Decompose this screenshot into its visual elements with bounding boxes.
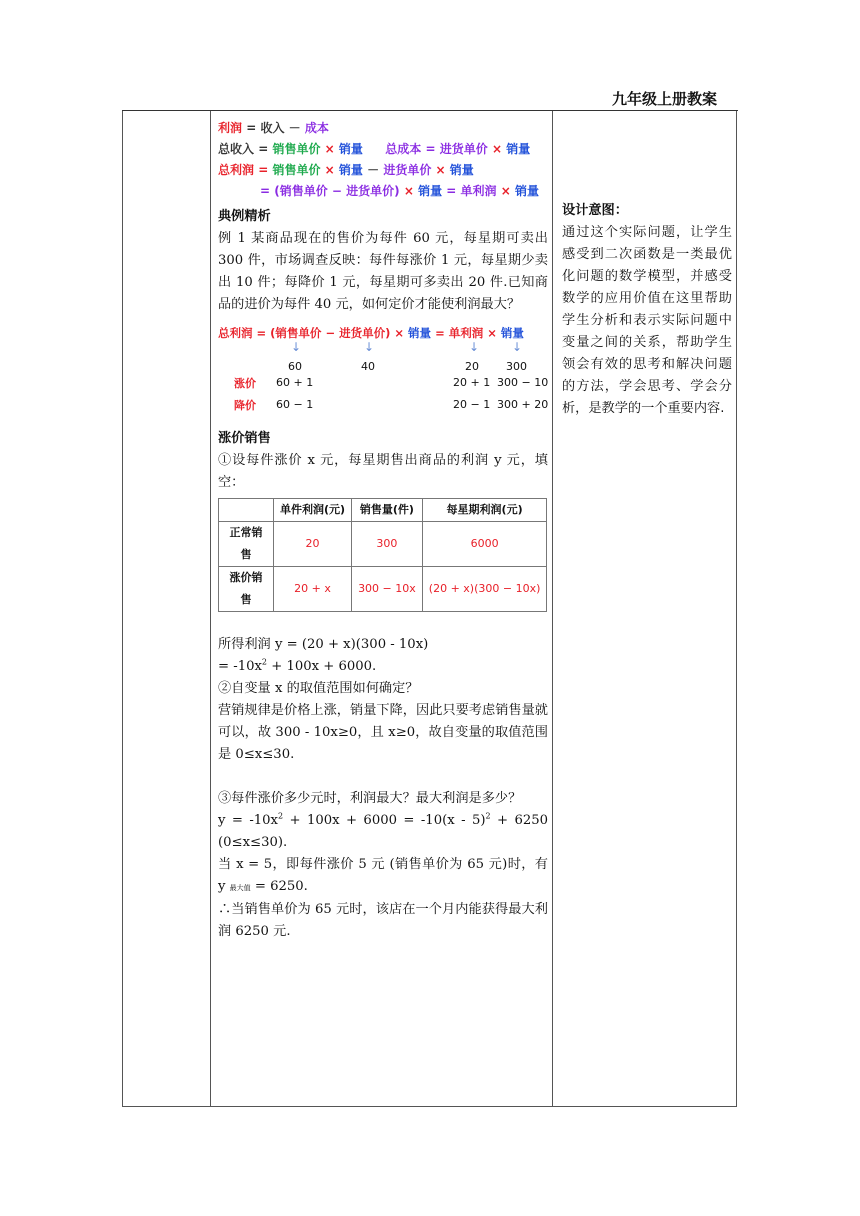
solution-line-3 — [218, 810, 548, 854]
table-row — [219, 522, 547, 567]
formula-term: 进货单价 — [439, 142, 488, 156]
table-cell: 20 + x — [274, 567, 352, 612]
column-divider-left — [210, 111, 211, 1107]
formula-term: 销量 — [449, 163, 474, 177]
profit-diagram — [218, 322, 548, 422]
formula-term: 利润 — [218, 121, 243, 135]
conclusion: ∴当销售单价为 65 元时，该店在一个月内能获得最大利润 6250 元. — [218, 902, 548, 939]
section-heading-price-rise: 涨价销售 — [218, 431, 271, 446]
diagram-value-selling-price: 60 — [288, 360, 302, 373]
exponent: 2 — [485, 811, 491, 821]
solution-line-1: 所得利润 y = (20 + x)(300 - 10x) — [218, 637, 429, 652]
formula-term: 进货单价) — [339, 326, 391, 340]
formula-term: 销售单价 — [272, 163, 321, 177]
expr-part: = 6250. — [250, 879, 308, 894]
formula-term: 单利润 — [460, 184, 497, 198]
formula-op: = — [258, 163, 269, 177]
expr-part: y = -10x — [218, 813, 278, 828]
formula-term: 销量 — [338, 163, 363, 177]
diagram-rise-profit: 20 + 1 — [453, 376, 491, 389]
expr-part: + 100x + 6000 = -10(x - 5) — [283, 813, 486, 828]
diagram-value-cost-price: 40 — [361, 360, 375, 373]
formula-op: = — [435, 326, 445, 340]
formula-term: 销售单价 — [272, 142, 321, 156]
formula-op: × — [491, 142, 503, 156]
table-row-label: 正常销售 — [219, 522, 274, 567]
formula-total-profit — [218, 160, 548, 181]
formula-profit — [218, 118, 548, 139]
formula-block — [218, 118, 548, 202]
diagram-fall-sales: 300 + 20 — [497, 398, 549, 411]
example-heading: 典例精析 — [218, 209, 271, 224]
formula-op: － — [367, 163, 380, 177]
formula-term: = (销售单价 − 进货单价) — [260, 184, 400, 198]
exponent: 2 — [278, 811, 284, 821]
table-cell: 300 − 10x — [352, 567, 423, 612]
table-cell: 6000 — [422, 522, 547, 567]
formula-op: × — [435, 163, 446, 177]
formula-revenue-cost — [218, 139, 548, 160]
formula-term: 销量 — [418, 184, 443, 198]
page-header-title: 九年级上册教案 — [612, 90, 718, 108]
exponent: 2 — [261, 657, 268, 667]
formula-term: 总收入 — [218, 142, 255, 156]
arrow-down-icon: ↓ — [512, 340, 523, 354]
profit-table — [218, 498, 547, 612]
formula-op: × — [500, 184, 511, 198]
expr-part: + 6250 (0≤x≤30). — [218, 813, 549, 850]
table-cell: 300 — [352, 522, 423, 567]
table-header-cell — [219, 499, 274, 522]
design-intent-text: 通过这个实际问题，让学生感受到二次函数是一类最优化问题的数学模型，并感受数学的应用价值在这里帮助学生分析和表示实际问题中变量之间的关系，帮助学生领会有效的思考和解决问题的方法，学会思考、学会分析，是教学的一个重要内容. — [562, 225, 732, 416]
table-header-cell: 每星期利润(元) — [422, 499, 547, 522]
question-2: ②自变量 x 的取值范围如何确定？ — [218, 681, 419, 696]
diagram-label-fall: 降价 — [234, 399, 256, 412]
formula-term: 销量 — [408, 326, 432, 340]
solution-line-4 — [218, 854, 548, 899]
formula-op: × — [324, 163, 335, 177]
formula-term: 销量 — [338, 142, 363, 156]
formula-op: × — [403, 184, 414, 198]
formula-op: × — [324, 142, 335, 156]
arrow-down-icon: ↓ — [364, 340, 375, 354]
example-problem-text: 例 1 某商品现在的售价为每件 60 元，每星期可卖出 300 件，市场调查反映：每件每涨价 1 元，每星期少卖出 10 件；每降价 1 元，每星期可多卖出 20 件.已知商品的进价为每件 40 元，如何定价才能使利润最大？ — [218, 231, 548, 312]
side-column — [562, 200, 732, 420]
diagram-rise-sales: 300 − 10 — [497, 376, 549, 389]
formula-term: 总利润 — [218, 163, 255, 177]
formula-op: = — [258, 142, 269, 156]
table-row-label: 涨价销售 — [219, 567, 274, 612]
formula-term: 进货单价 — [383, 163, 432, 177]
expr-part: 当 x = 5，即每件涨价 5 元 (销售单价为 65 元)时，有 y — [218, 857, 548, 894]
main-column — [218, 118, 548, 943]
question-3: ③每件涨价多少元时，利润最大？最大利润是多少？ — [218, 791, 522, 806]
column-divider-right — [552, 111, 553, 1107]
diagram-rise-price: 60 + 1 — [276, 376, 314, 389]
diagram-fall-profit: 20 − 1 — [453, 398, 491, 411]
formula-op: − — [325, 326, 336, 340]
formula-term: 销量 — [506, 142, 531, 156]
design-intent-heading: 设计意图： — [562, 203, 628, 218]
table-cell: (20 + x)(300 − 10x) — [422, 567, 547, 612]
expr-part: + 100x + 6000. — [267, 659, 377, 674]
diagram-label-rise: 涨价 — [234, 377, 256, 390]
formula-op: = — [425, 142, 436, 156]
formula-term: 单利润 — [448, 326, 484, 340]
question-1: ①设每件涨价 x 元，每星期售出商品的利润 y 元，填空： — [218, 453, 548, 490]
formula-op: = — [256, 326, 267, 340]
table-header-cell: 销售量(件) — [352, 499, 423, 522]
formula-term: 销量 — [500, 326, 524, 340]
table-header-cell: 单件利润(元) — [274, 499, 352, 522]
table-header-row — [219, 499, 547, 522]
formula-op: = — [446, 184, 457, 198]
formula-op: × — [394, 326, 405, 340]
formula-term: 销量 — [514, 184, 539, 198]
formula-term: 总利润 — [218, 326, 253, 340]
table-cell: 20 — [274, 522, 352, 567]
formula-term: 总成本 — [385, 142, 422, 156]
formula-op: × — [487, 326, 497, 340]
formula-op: － — [288, 121, 301, 135]
arrow-down-icon: ↓ — [291, 340, 302, 354]
subscript-max: 最大值 — [229, 884, 251, 892]
formula-term: (销售单价 — [270, 326, 322, 340]
solution-line-2 — [218, 656, 548, 678]
diagram-value-sales: 300 — [506, 360, 527, 373]
formula-term: 成本 — [304, 121, 329, 135]
diagram-value-unit-profit: 20 — [465, 360, 479, 373]
diagram-fall-price: 60 − 1 — [276, 398, 314, 411]
table-row — [219, 567, 547, 612]
formula-unit-profit — [218, 181, 548, 202]
answer-2: 营销规律是价格上涨，销量下降，因此只要考虑销售量就可以，故 300 - 10x≥0，且 x≥0，故自变量的取值范围是 0≤x≤30. — [218, 703, 548, 762]
formula-op: = — [246, 121, 257, 135]
arrow-down-icon: ↓ — [469, 340, 480, 354]
expr-part: = -10x — [218, 659, 262, 674]
formula-term: 收入 — [260, 121, 285, 135]
